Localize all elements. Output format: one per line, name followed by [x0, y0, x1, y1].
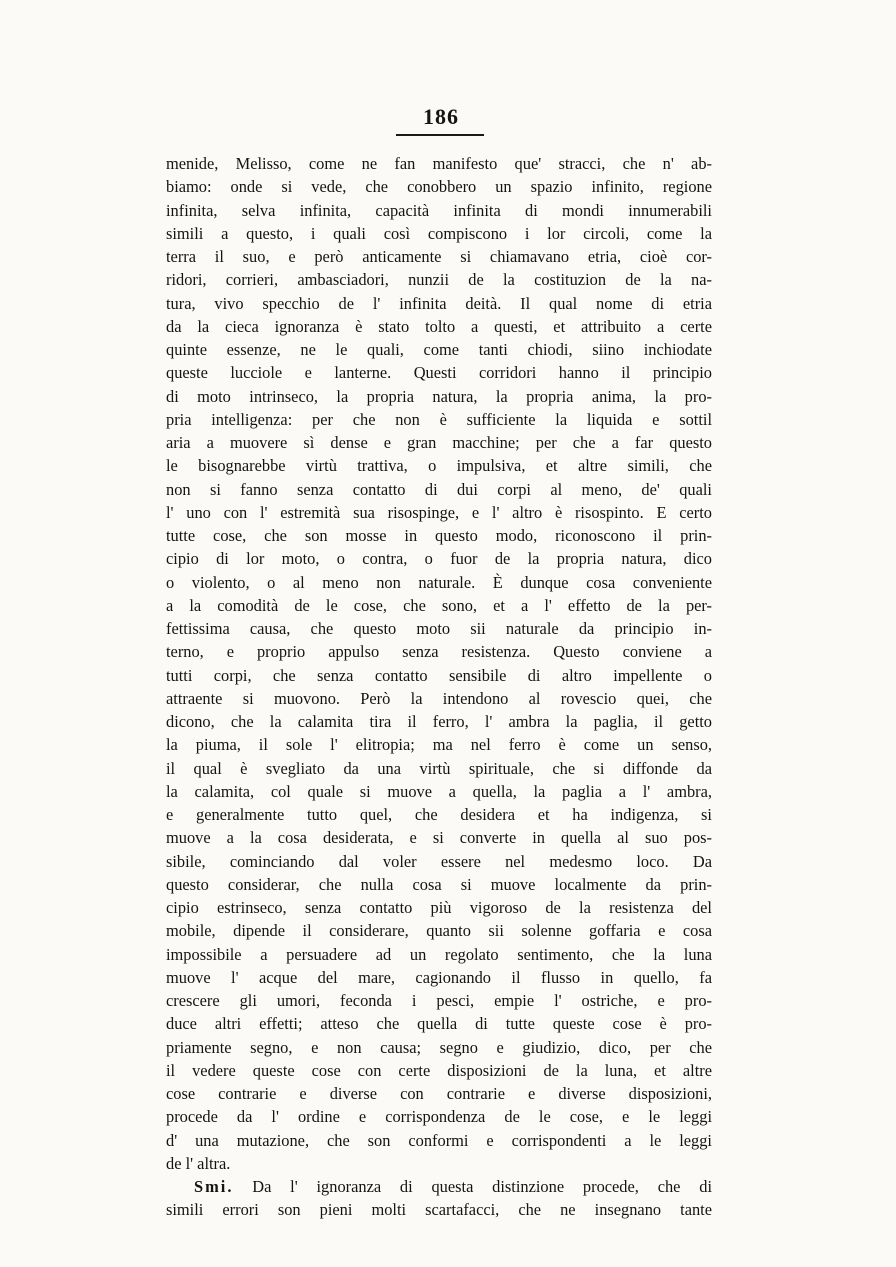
text-line: questo considerar, che nulla cosa si muove localmente da prin-: [166, 874, 712, 894]
text-line: le bisognarebbe virtù trattiva, o impulsiva, et altre simili, che: [166, 456, 712, 476]
text-line: cipio estrinseco, senza contatto più vigoroso de la resistenza del: [166, 898, 712, 917]
text-line: priamente segno, e non causa; segno e giudizio, dico, per che: [166, 1037, 712, 1057]
text-line: di moto intrinseco, la propria natura, la propria anima, la pro-: [166, 386, 712, 406]
text-line: simili errori son pieni molti scartafacci, che ne insegnano tante: [166, 1200, 712, 1220]
text-line: non si fanno senza contatto di dui corpi al meno, de' quali: [166, 479, 712, 499]
text-line: la calamita, col quale si muove a quella, la paglia a l' ambra,: [166, 781, 712, 801]
text-line: duce altri effetti; atteso che quella di tutte queste cose è pro-: [166, 1014, 712, 1034]
text-line: sibile, cominciando dal voler essere nel medesmo loco. Da: [166, 851, 712, 871]
text-line: terra il suo, e però anticamente si chiamavano etria, cioè cor-: [166, 247, 712, 266]
text-line: tura, vivo specchio de l' infinita deità. Il qual nome di etria: [166, 293, 712, 313]
text-line: fettissima causa, che questo moto sii naturale da principio in-: [166, 619, 712, 638]
text-line: tutte cose, che son mosse in questo modo, riconoscono il prin-: [166, 526, 712, 545]
text-line: ridori, corrieri, ambasciadori, nunzii de la costituzion de la na-: [166, 270, 712, 290]
text-line: queste lucciole e lanterne. Questi corridori hanno il principio: [166, 363, 712, 383]
body-text: [166, 152, 712, 1222]
text-line: muove a la cosa desiderata, e si converte in quella al suo pos-: [166, 828, 712, 848]
text-line: o violento, o al meno non naturale. È dunque cosa conveniente: [166, 572, 712, 592]
speaker-label: Smi.: [194, 1177, 234, 1196]
text-line: l' uno con l' estremità sua risospinge, e l' altro è risospinto. E certo: [166, 502, 712, 522]
text-line: crescere gli umori, feconda i pesci, empie l' ostriche, e pro-: [166, 991, 712, 1010]
text-line: muove l' acque del mare, cagionando il flusso in quello, fa: [166, 967, 712, 987]
text-line: quinte essenze, ne le quali, come tanti chiodi, siino inchiodate: [166, 340, 712, 359]
dialogue-line: [166, 1175, 712, 1198]
text-line: procede da l' ordine e corrispondenza de le cose, e le leggi: [166, 1107, 712, 1127]
text-line: a la comodità de le cose, che sono, et a l' effetto de la per-: [166, 595, 712, 615]
text-line: d' una mutazione, che son conformi e corrispondenti a le leggi: [166, 1130, 712, 1150]
text-line: tutti corpi, che senza contatto sensibile di altro impellente o: [166, 665, 712, 685]
text-line: terno, e proprio appulso senza resistenza. Questo conviene a: [166, 642, 712, 662]
page-number: 186: [423, 104, 459, 129]
text-line: da la cieca ignoranza è stato tolto a questi, et attribuito a certe: [166, 316, 712, 336]
text-line: pria intelligenza: per che non è sufficiente la liquida e sottil: [166, 409, 712, 429]
text-line: cipio di lor moto, o contra, o fuor de la propria natura, dico: [166, 549, 712, 569]
text-line: il qual è svegliato da una virtù spirituale, che si diffonde da: [166, 758, 712, 778]
text-line: attraente si muovono. Però la intendono al rovescio quei, che: [166, 688, 712, 708]
text-line: dicono, che la calamita tira il ferro, l' ambra la paglia, il getto: [166, 712, 712, 731]
text-line: infinita, selva infinita, capacità infinita di mondi innumerabili: [166, 200, 712, 220]
text-line: la piuma, il sole l' elitropia; ma nel ferro è come un senso,: [166, 735, 712, 755]
text-line: biamo: onde si vede, che conobbero un spazio infinito, regione: [166, 177, 712, 197]
text-line: impossibile a persuadere ad un regolato sentimento, che la luna: [166, 944, 712, 964]
text-line: e generalmente tutto quel, che desidera et ha indigenza, si: [166, 805, 712, 824]
text-line: aria a muovere sì dense e gran macchine; per che a far questo: [166, 433, 712, 452]
dialogue-text: Da l' ignoranza di questa distinzione procede, che di: [252, 1177, 712, 1196]
text-line: simili a questo, i quali così compiscono i lor circoli, come la: [166, 223, 712, 243]
paragraph-end-line: de l' altra.: [166, 1153, 231, 1173]
text-line: cose contrarie e diverse con contrarie e diverse disposizioni,: [166, 1084, 712, 1103]
text-line: menide, Melisso, come ne fan manifesto que' stracci, che n' ab-: [166, 154, 712, 173]
text-line: il vedere queste cose con certe disposizioni de la luna, et altre: [166, 1060, 712, 1080]
text-line: mobile, dipende il considerare, quanto sii solenne goffaria e cosa: [166, 921, 712, 941]
page-number-rule: [396, 134, 484, 136]
